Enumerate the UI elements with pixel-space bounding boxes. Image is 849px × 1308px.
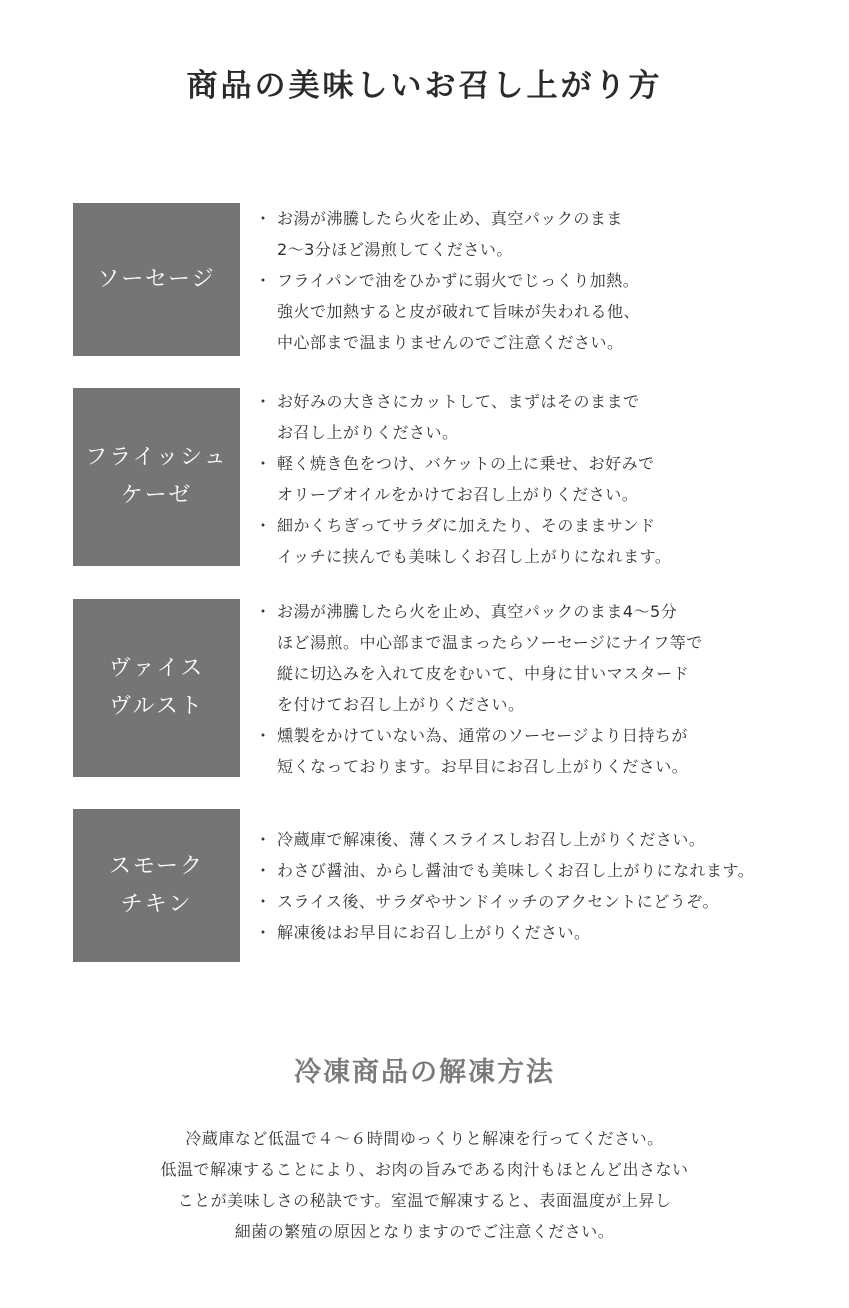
instruction-list-smoked-chicken [261,824,754,948]
instruction-item [261,917,754,948]
instruction-line: ・ 燻製をかけていない為、通常のソーセージより日持ちが [277,726,688,745]
product-label-fleischkase [73,388,240,566]
product-label-smoked-chicken [73,809,240,962]
instruction-line: 短くなっております。お早目にお召し上がりください。 [277,757,689,776]
instruction-line: ・ 細かくちぎってサラダに加えたり、そのままサンド [277,516,656,535]
instruction-list-weisswurst [261,596,703,782]
instruction-list-sausage [261,203,640,358]
instruction-line: ・ スライス後、サラダやサンドイッチのアクセントにどうぞ。 [277,892,719,911]
defrost-description [0,1123,849,1247]
defrost-line: 低温で解凍することにより、お肉の旨みである肉汁もほとんど出さない [160,1160,689,1179]
instruction-item [261,855,754,886]
product-label-line: ヴルスト [109,694,204,719]
instruction-line: 強火で加熱すると皮が破れて旨味が失われる他、 [277,302,641,321]
instruction-item [261,720,703,782]
instruction-item [261,265,640,358]
product-label-line: フライッシュ [85,445,228,470]
instruction-line: ・ わさび醤油、からし醤油でも美味しくお召し上がりになれます。 [277,861,755,880]
instruction-line: ほど湯煎。中心部まで温まったらソーセージにナイフ等で [277,633,703,652]
product-label-sausage [73,203,240,356]
instruction-line: を付けてお召し上がりください。 [277,695,525,714]
instruction-line: 2〜3分ほど湯煎してください。 [277,240,513,259]
instruction-line: イッチに挟んでも美味しくお召し上がりになれます。 [277,547,672,566]
defrost-line: 細菌の繁殖の原因となりますのでご注意ください。 [234,1222,615,1241]
instruction-item [261,203,640,265]
instruction-item [261,510,671,572]
instruction-item [261,448,671,510]
instruction-line: オリーブオイルをかけてお召し上がりください。 [277,485,639,504]
defrost-line: ことが美味しさの秘訣です。室温で解凍すると、表面温度が上昇し [177,1191,672,1210]
product-label-weisswurst [73,599,240,777]
instruction-item [261,824,754,855]
instruction-line: ・ お湯が沸騰したら火を止め、真空パックのまま4〜5分 [277,602,678,621]
product-section-fleischkase [73,388,833,566]
product-section-sausage [73,203,833,356]
instruction-list-fleischkase [261,386,671,572]
instruction-line: 縦に切込みを入れて皮をむいて、中身に甘いマスタード [277,664,690,683]
instruction-line: ・ 軽く焼き色をつけ、バケットの上に乗せ、お好みで [277,454,655,473]
instruction-line: ・ お好みの大きさにカットして、まずはそのままで [277,392,640,411]
instruction-line: お召し上がりください。 [277,423,459,442]
product-section-weisswurst [73,599,833,777]
product-label-line: ソーセージ [97,266,216,292]
product-label-line: スモーク [108,853,205,879]
instruction-line: 中心部まで温まりませんのでご注意ください。 [277,333,624,352]
defrost-title: 冷凍商品の解凍方法 [294,1057,555,1088]
instruction-line: ・ 冷蔵庫で解凍後、薄くスライスしお召し上がりください。 [277,830,706,849]
product-label-line: ケーゼ [120,483,193,508]
product-label-line: ヴァイス [108,656,205,681]
product-section-smoked-chicken [73,809,833,962]
instruction-line: ・ お湯が沸騰したら火を止め、真空パックのまま [277,209,623,228]
page-title: 商品の美味しいお召し上がり方 [186,68,663,104]
defrost-line: 冷蔵庫など低温で４〜６時間ゆっくりと解凍を行ってください。 [185,1129,664,1148]
instruction-item [261,886,754,917]
instruction-item [261,386,671,448]
instruction-line: ・ フライパンで油をひかずに弱火でじっくり加熱。 [277,271,640,290]
instruction-item [261,596,703,720]
product-label-line: チキン [120,891,193,917]
instruction-line: ・ 解凍後はお早目にお召し上がりください。 [277,923,591,942]
